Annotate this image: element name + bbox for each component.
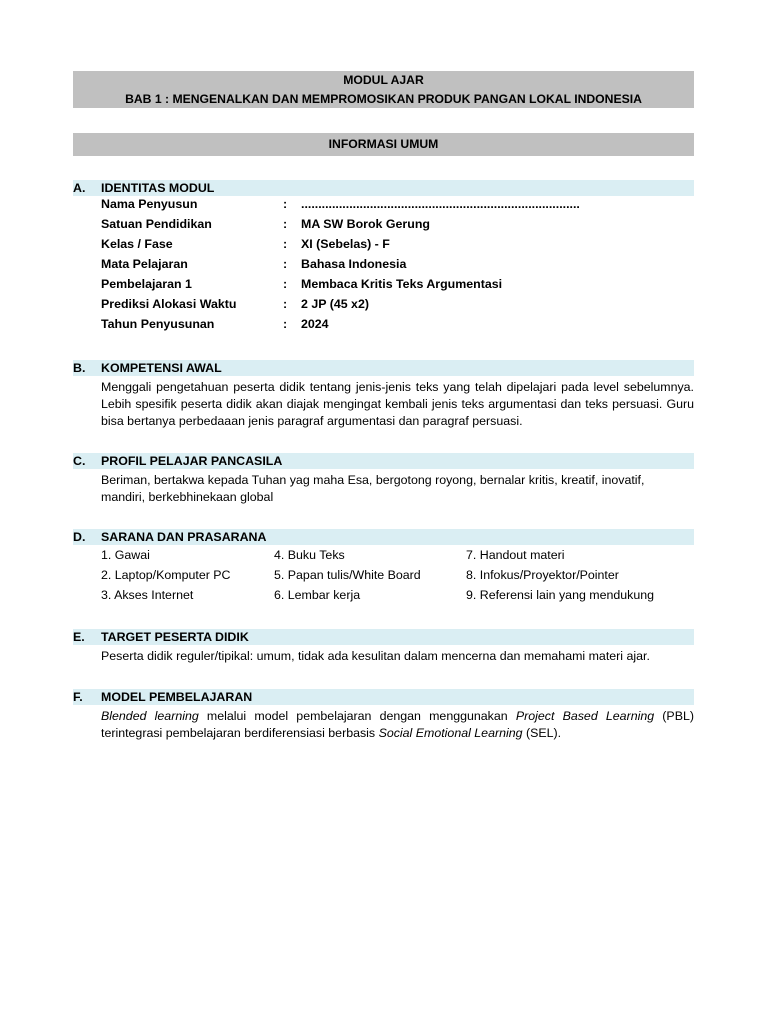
section-title: KOMPETENSI AWAL <box>101 361 222 375</box>
identity-value: MA SW Borok Gerung <box>301 217 430 231</box>
identity-row <box>101 194 694 214</box>
section-text: Peserta didik reguler/tipikal: umum, tidak ada kesulitan dalam mencerna dan memahami materi ajar. <box>101 649 650 663</box>
general-info-heading: INFORMASI UMUM <box>73 133 694 156</box>
section-letter: A. <box>73 181 86 195</box>
chapter-title: BAB 1 : MENGENALKAN DAN MEMPROMOSIKAN PRODUK PANGAN LOKAL INDONESIA <box>125 92 642 106</box>
section-kompetensi-awal <box>73 360 694 430</box>
section-title: PROFIL PELAJAR PANCASILA <box>101 454 283 468</box>
identity-colon: : <box>283 197 288 211</box>
list-item: 3. Akses Internet <box>101 588 194 602</box>
identity-value: Membaca Kritis Teks Argumentasi <box>301 277 503 291</box>
identity-label: Pembelajaran 1 <box>101 277 192 291</box>
identity-label: Nama Penyusun <box>101 197 198 211</box>
list-item: 1. Gawai <box>101 548 150 562</box>
identity-row <box>101 314 694 334</box>
identity-label: Tahun Penyusunan <box>101 317 215 331</box>
identity-label: Kelas / Fase <box>101 237 173 251</box>
text-run: (PBL) terintegrasi pembelajaran berdiferensiasi berbasis <box>101 709 694 740</box>
section-text: Menggali pengetahuan peserta didik tentang jenis-jenis teks yang telah dipelajari pada level sebelumnya. Lebih spesifik peserta didik akan diajak mengingat kembali jenis teks argumentasi dan teks persuasi. Guru bisa bertanya perbedaaan jenis paragraf argumentasi dan paragraf persuasi. <box>101 380 694 428</box>
section-heading <box>73 453 694 469</box>
identity-value: 2 JP (45 x2) <box>301 297 369 311</box>
section-identitas-modul <box>73 180 694 334</box>
identity-value: 2024 <box>301 317 329 331</box>
identity-value: Bahasa Indonesia <box>301 257 407 271</box>
identity-colon: : <box>283 257 288 271</box>
list-item: 7. Handout materi <box>466 548 565 562</box>
module-title: MODUL AJAR <box>343 73 424 87</box>
section-heading <box>73 629 694 645</box>
section-title: IDENTITAS MODUL <box>101 181 215 195</box>
identity-row <box>101 214 694 234</box>
text-run: melalui model pembelajaran dengan menggunakan <box>198 709 516 723</box>
text-run: (SEL). <box>522 726 562 740</box>
section-letter: B. <box>73 361 86 375</box>
section-heading <box>73 529 694 545</box>
identity-row <box>101 234 694 254</box>
term-blended-learning: Blended learning <box>101 709 199 723</box>
section-letter: D. <box>73 530 86 544</box>
list-item: 6. Lembar kerja <box>274 588 361 602</box>
identity-label: Mata Pelajaran <box>101 257 188 271</box>
section-letter: C. <box>73 454 86 468</box>
section-title: SARANA DAN PRASARANA <box>101 530 267 544</box>
identity-colon: : <box>283 237 288 251</box>
section-model-pembelajaran <box>73 689 694 742</box>
facilities-list <box>101 545 694 605</box>
list-item: 5. Papan tulis/White Board <box>274 568 421 582</box>
list-item: 9. Referensi lain yang mendukung <box>466 588 655 602</box>
section-heading <box>73 689 694 705</box>
list-item: 2. Laptop/Komputer PC <box>101 568 231 582</box>
section-title: TARGET PESERTA DIDIK <box>101 630 249 644</box>
identity-colon: : <box>283 217 288 231</box>
identity-value: XI (Sebelas) - F <box>301 237 390 251</box>
identity-value: ................................................................................. <box>301 197 580 211</box>
identity-label: Prediksi Alokasi Waktu <box>101 297 237 311</box>
term-sel: Social Emotional Learning <box>378 726 523 740</box>
identity-colon: : <box>283 297 288 311</box>
section-text: Beriman, bertakwa kepada Tuhan yag maha Esa, bergotong royong, bernalar kritis, kreatif, inovatif, mandiri, berkebhinekaan global <box>101 473 645 504</box>
section-sarana-prasarana <box>73 529 694 605</box>
section-profil-pelajar <box>73 453 694 506</box>
module-header <box>73 71 694 108</box>
identity-table <box>101 194 694 334</box>
list-item: 4. Buku Teks <box>274 548 345 562</box>
section-text <box>101 708 694 742</box>
section-target-peserta <box>73 629 694 665</box>
section-letter: F. <box>73 690 83 704</box>
term-pbl: Project Based Learning <box>515 709 655 723</box>
section-heading <box>73 360 694 376</box>
identity-row <box>101 294 694 314</box>
list-item: 8. Infokus/Proyektor/Pointer <box>466 568 619 582</box>
identity-row <box>101 274 694 294</box>
section-title: MODEL PEMBELAJARAN <box>101 690 253 704</box>
identity-colon: : <box>283 317 288 331</box>
identity-row <box>101 254 694 274</box>
section-letter: E. <box>73 630 85 644</box>
identity-label: Satuan Pendidikan <box>101 217 212 231</box>
identity-colon: : <box>283 277 288 291</box>
